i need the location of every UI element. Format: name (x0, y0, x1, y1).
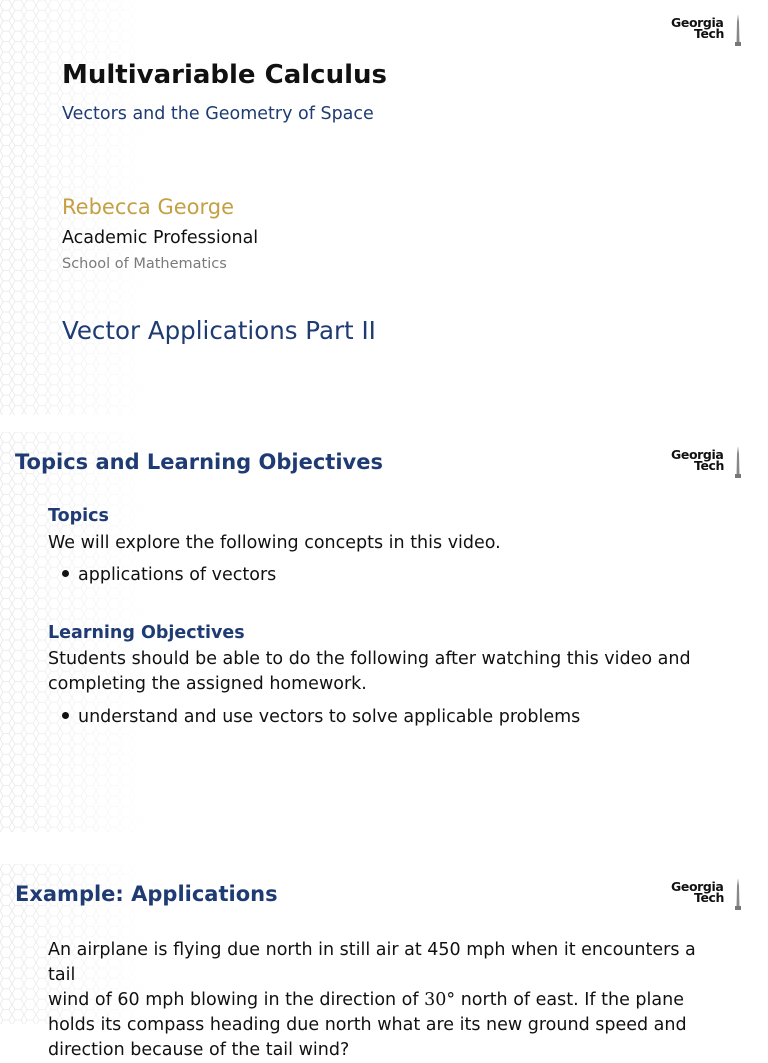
objectives-list-item (62, 707, 580, 727)
example-slide (0, 864, 768, 1060)
logo-text-tech: Tech (694, 458, 725, 473)
problem-line-text: wind of 60 mph blowing in the direction of (48, 990, 425, 1010)
georgia-tech-logo (670, 446, 742, 478)
bullet-icon (62, 570, 69, 577)
tech-tower-icon (734, 14, 742, 46)
problem-line: holds its compass heading due north what are its new ground speed and (48, 1015, 687, 1035)
course-title: Multivariable Calculus (62, 60, 387, 90)
topics-heading: Topics (48, 506, 109, 526)
course-subtitle: Vectors and the Geometry of Space (62, 104, 374, 124)
topics-list-item (62, 565, 276, 585)
objectives-intro-line: completing the assigned homework. (48, 674, 367, 694)
problem-line-text: north of east. If the plane (455, 990, 684, 1010)
objectives-heading: Learning Objectives (48, 623, 245, 643)
logo-text-georgia: Georgia (671, 879, 724, 894)
problem-line: direction because of the tail wind? (48, 1040, 350, 1060)
problem-line: An airplane is flying due north in still air at 450 mph when it encounters a tail (48, 940, 696, 985)
bullet-icon (62, 712, 69, 719)
author-name: Rebecca George (62, 195, 235, 219)
topics-intro: We will explore the following concepts in this video. (48, 533, 501, 553)
topics-list-item-text: applications of vectors (78, 565, 277, 585)
logo-text-tech: Tech (694, 26, 725, 41)
objectives-intro (48, 647, 708, 697)
tech-tower-icon (734, 878, 742, 910)
georgia-tech-logo (670, 14, 742, 46)
logo-text-georgia: Georgia (671, 15, 724, 30)
frame-title: Topics and Learning Objectives (15, 450, 383, 474)
georgia-tech-logo (670, 878, 742, 910)
problem-line (48, 988, 708, 1013)
logo-text-tech: Tech (694, 890, 725, 905)
title-slide (0, 0, 768, 415)
objectives-list-item-text: understand and use vectors to solve applicable problems (78, 707, 581, 727)
example-problem-text (48, 938, 708, 1063)
tech-tower-icon (734, 446, 742, 478)
author-school: School of Mathematics (62, 256, 227, 272)
angle-value: 30° (424, 990, 456, 1010)
topics-slide (0, 432, 768, 832)
objectives-intro-line: Students should be able to do the following after watching this video and (48, 649, 691, 669)
frame-title: Example: Applications (15, 882, 278, 906)
lecture-part-title: Vector Applications Part II (62, 316, 376, 345)
author-role: Academic Professional (62, 228, 259, 248)
logo-text-georgia: Georgia (671, 447, 724, 462)
